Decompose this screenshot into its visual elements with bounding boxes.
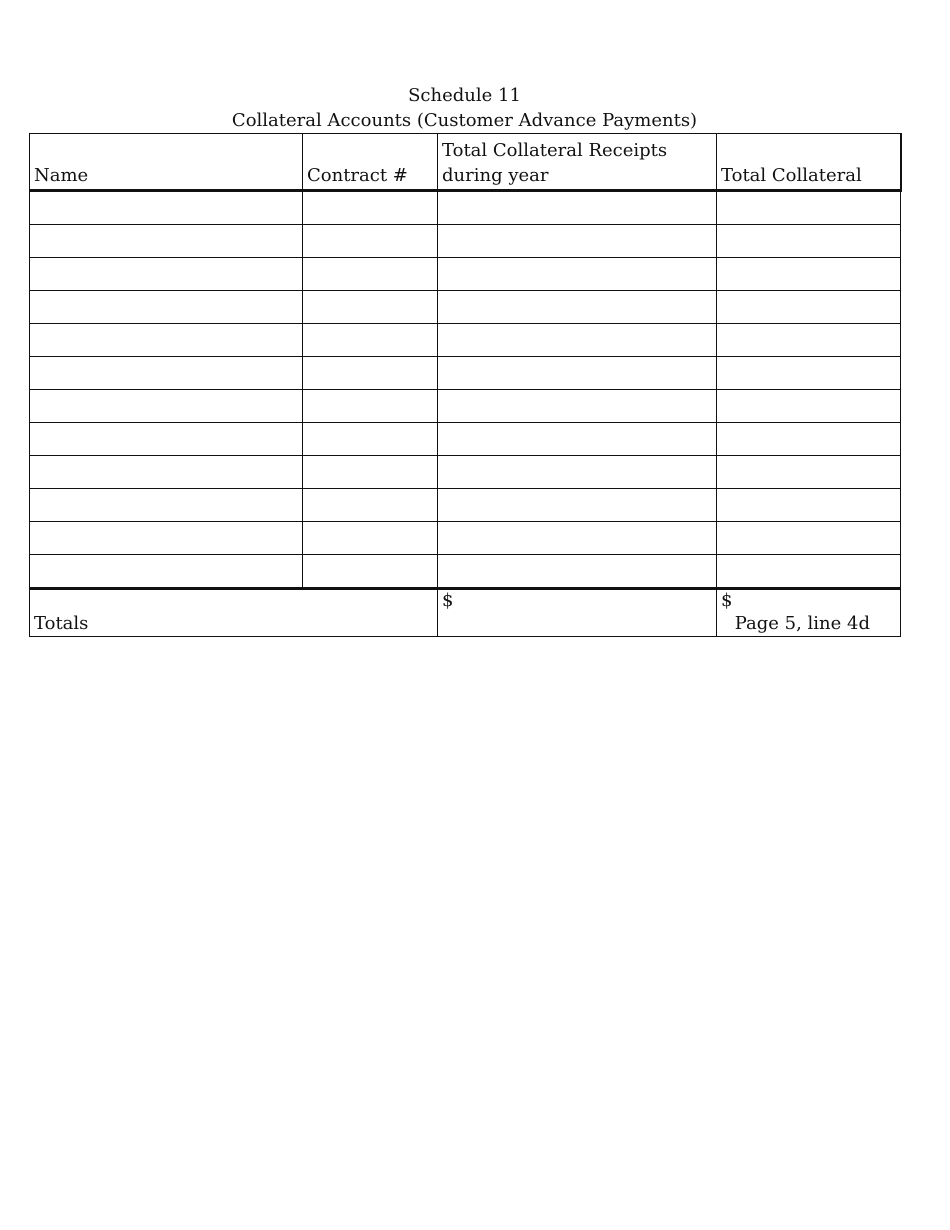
cell-total-collateral-value (721, 324, 896, 356)
cell-contract[interactable] (303, 258, 438, 291)
cell-name-value (34, 291, 298, 323)
cell-name-value (34, 324, 298, 356)
cell-receipts[interactable] (438, 191, 717, 225)
cell-receipts-value (442, 192, 712, 224)
column-header-receipts: Total Collateral Receipts during year (438, 134, 717, 191)
cell-contract[interactable] (303, 191, 438, 225)
cell-total-collateral[interactable] (717, 258, 901, 291)
schedule-subtitle: Collateral Accounts (Customer Advance Payments) (231, 110, 698, 131)
cell-name[interactable] (30, 555, 303, 589)
cell-name[interactable] (30, 258, 303, 291)
cell-contract-value (307, 225, 433, 257)
cell-contract[interactable] (303, 489, 438, 522)
cell-name[interactable] (30, 423, 303, 456)
cell-contract[interactable] (303, 423, 438, 456)
cell-name[interactable] (30, 456, 303, 489)
cell-receipts-value (442, 357, 712, 389)
column-header-contract: Contract # (303, 134, 438, 191)
cell-total-collateral-value (721, 357, 896, 389)
cell-total-collateral-value (721, 489, 896, 521)
table-row (30, 555, 901, 589)
cell-receipts-value (442, 324, 712, 356)
cell-name[interactable] (30, 357, 303, 390)
cell-total-collateral-value (721, 192, 896, 224)
column-header-total-collateral: Total Collateral (717, 134, 901, 191)
cell-contract[interactable] (303, 522, 438, 555)
cell-total-collateral[interactable] (717, 522, 901, 555)
cell-contract-value (307, 522, 433, 554)
cell-receipts-value (442, 456, 712, 488)
cell-receipts-value (442, 522, 712, 554)
cell-name-value (34, 522, 298, 554)
cell-name-value (34, 456, 298, 488)
cell-name[interactable] (30, 390, 303, 423)
cell-receipts[interactable] (438, 225, 717, 258)
cell-total-collateral-value (721, 258, 896, 290)
cell-name-value (34, 357, 298, 389)
cell-total-collateral[interactable] (717, 357, 901, 390)
cell-receipts[interactable] (438, 423, 717, 456)
totals-row (30, 589, 901, 637)
cell-total-collateral[interactable] (717, 555, 901, 589)
cell-contract[interactable] (303, 225, 438, 258)
cell-contract-value (307, 258, 433, 290)
cell-receipts[interactable] (438, 522, 717, 555)
cell-name-value (34, 555, 298, 587)
collateral-page-reference: Page 5, line 4d (734, 613, 870, 634)
totals-label-cell (30, 589, 438, 637)
cell-total-collateral-value (721, 390, 896, 422)
cell-total-collateral-value (721, 225, 896, 257)
cell-contract-value (307, 357, 433, 389)
cell-receipts[interactable] (438, 357, 717, 390)
cell-contract[interactable] (303, 390, 438, 423)
column-header-name: Name (30, 134, 303, 191)
table-row (30, 191, 901, 225)
cell-contract[interactable] (303, 324, 438, 357)
cell-receipts-value (442, 291, 712, 323)
cell-receipts[interactable] (438, 258, 717, 291)
cell-receipts-value (442, 423, 712, 455)
cell-total-collateral-value (721, 555, 896, 587)
cell-contract-value (307, 423, 433, 455)
totals-receipts-cell[interactable] (438, 589, 717, 637)
cell-name[interactable] (30, 522, 303, 555)
cell-name[interactable] (30, 291, 303, 324)
cell-total-collateral[interactable] (717, 324, 901, 357)
cell-total-collateral-value (721, 291, 896, 323)
table-row (30, 456, 901, 489)
cell-name-value (34, 423, 298, 455)
table-row (30, 522, 901, 555)
cell-receipts[interactable] (438, 456, 717, 489)
cell-receipts[interactable] (438, 555, 717, 589)
cell-name[interactable] (30, 191, 303, 225)
cell-name[interactable] (30, 324, 303, 357)
cell-receipts-value (442, 555, 712, 587)
cell-name-value (34, 192, 298, 224)
cell-name-value (34, 225, 298, 257)
cell-contract-value (307, 324, 433, 356)
table-row (30, 357, 901, 390)
cell-contract[interactable] (303, 357, 438, 390)
cell-receipts[interactable] (438, 324, 717, 357)
table-row (30, 390, 901, 423)
cell-receipts-value (442, 225, 712, 257)
schedule-header (29, 83, 900, 133)
cell-receipts[interactable] (438, 291, 717, 324)
table-row (30, 258, 901, 291)
table-body (30, 191, 901, 589)
table-row (30, 291, 901, 324)
cell-total-collateral-value (721, 423, 896, 455)
cell-receipts-value (442, 258, 712, 290)
table-header-row (30, 134, 901, 191)
cell-contract-value (307, 555, 433, 587)
table-row (30, 225, 901, 258)
cell-total-collateral[interactable] (717, 291, 901, 324)
cell-name-value (34, 390, 298, 422)
cell-total-collateral[interactable] (717, 456, 901, 489)
cell-contract[interactable] (303, 555, 438, 589)
cell-total-collateral[interactable] (717, 489, 901, 522)
cell-contract-value (307, 489, 433, 521)
cell-receipts-value (442, 390, 712, 422)
cell-contract-value (307, 291, 433, 323)
totals-collateral-cell[interactable] (717, 589, 901, 637)
cell-name[interactable] (30, 489, 303, 522)
cell-receipts[interactable] (438, 390, 717, 423)
totals-label: Totals (34, 613, 89, 634)
cell-receipts[interactable] (438, 489, 717, 522)
schedule-title: Schedule 11 (408, 85, 521, 106)
cell-total-collateral[interactable] (717, 225, 901, 258)
cell-contract-value (307, 192, 433, 224)
receipts-currency-symbol: $ (442, 590, 454, 611)
cell-total-collateral[interactable] (717, 423, 901, 456)
cell-total-collateral-value (721, 456, 896, 488)
table-row (30, 423, 901, 456)
collateral-accounts-table (29, 133, 902, 637)
cell-name-value (34, 489, 298, 521)
cell-total-collateral[interactable] (717, 390, 901, 423)
cell-total-collateral-value (721, 522, 896, 554)
cell-total-collateral[interactable] (717, 191, 901, 225)
cell-name-value (34, 258, 298, 290)
cell-contract-value (307, 456, 433, 488)
collateral-currency-symbol: $ (721, 590, 733, 611)
cell-name[interactable] (30, 225, 303, 258)
table-row (30, 489, 901, 522)
cell-receipts-value (442, 489, 712, 521)
cell-contract[interactable] (303, 291, 438, 324)
table-row (30, 324, 901, 357)
cell-contract[interactable] (303, 456, 438, 489)
cell-contract-value (307, 390, 433, 422)
